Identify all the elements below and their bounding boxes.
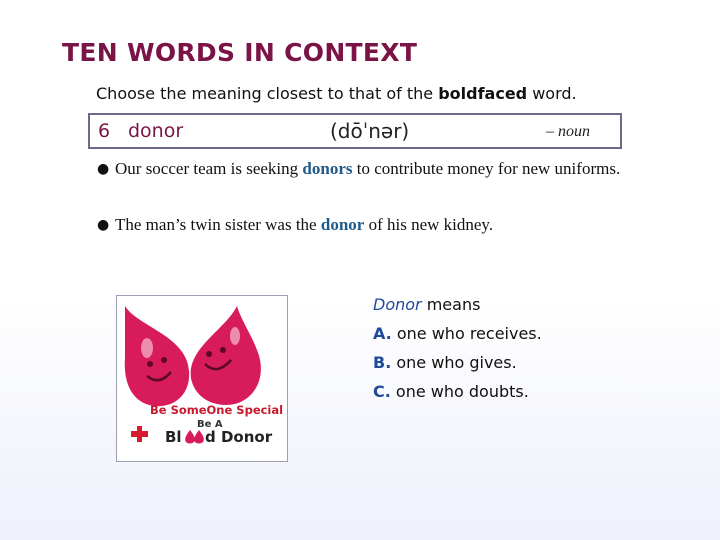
pronunciation: (dōˈnər) [330, 119, 410, 143]
option-letter: B. [373, 353, 392, 372]
option-text: one who doubts. [395, 382, 529, 401]
blood-drop-right [191, 306, 261, 405]
blood-donor-image [116, 295, 288, 462]
slide-title: TEN WORDS IN CONTEXT [62, 38, 418, 67]
bullet-icon: ● [97, 217, 110, 233]
option-letter: A. [373, 324, 392, 343]
bullet-icon: ● [97, 161, 110, 177]
option-a[interactable] [373, 319, 542, 348]
blood-drops-illustration [117, 296, 287, 461]
example-sentence-2 [97, 214, 637, 236]
sentence-text: to contribute money for new uniforms. [352, 159, 621, 178]
word-number: 6 [98, 120, 111, 142]
small-drop-icon [185, 430, 195, 444]
highlighted-word: donor [320, 215, 365, 234]
vocabulary-word: donor [128, 120, 184, 142]
sentence-text: of his new kidney. [364, 215, 494, 234]
blood-drop-left [125, 306, 189, 406]
instruction-end: word. [527, 84, 577, 103]
option-text: one who receives. [396, 324, 542, 343]
option-c[interactable] [373, 377, 542, 406]
option-text: one who gives. [396, 353, 517, 372]
sentence-text: The man’s twin sister was the [115, 215, 321, 234]
image-line-3b: d Donor [205, 428, 273, 446]
image-line-1: Be SomeOne Special [150, 403, 284, 417]
option-letter: C. [373, 382, 391, 401]
highlighted-word: donors [302, 159, 353, 178]
sentence-text: Our soccer team is seeking [115, 159, 303, 178]
instruction [96, 84, 577, 103]
small-drop-icon [194, 430, 204, 444]
image-line-3a: Bl [165, 428, 182, 446]
instruction-text: Choose the meaning closest to that of the [96, 84, 439, 103]
example-sentence-1 [97, 158, 637, 180]
vocabulary-word-box [88, 113, 622, 149]
question-word: Donor [373, 295, 422, 314]
question-lead [373, 290, 542, 319]
question-text: means [421, 295, 481, 314]
question-block [373, 290, 542, 406]
image-line-2: Be A [197, 419, 223, 430]
part-of-speech: – noun [546, 123, 590, 140]
option-b[interactable] [373, 348, 542, 377]
instruction-bold: boldfaced [438, 84, 528, 103]
